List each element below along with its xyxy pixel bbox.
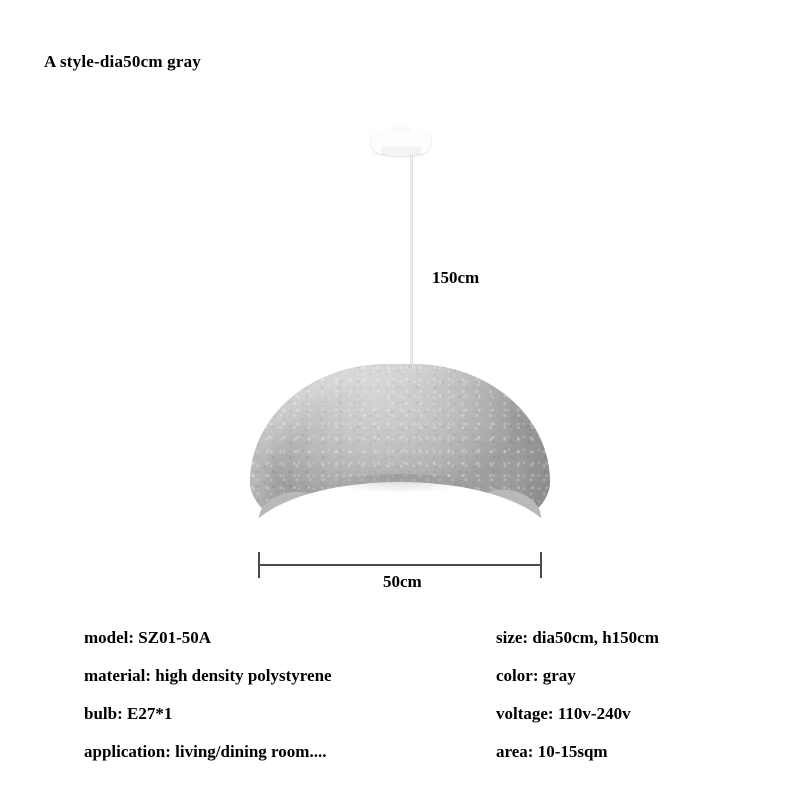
spec-row — [84, 742, 744, 780]
page-title: A style-dia50cm gray — [44, 52, 201, 71]
spec-bulb: bulb: E27*1 — [84, 704, 173, 723]
suspension-cord — [410, 154, 413, 382]
width-dimension-line — [258, 564, 542, 566]
spec-material: material: high density polystyrene — [84, 666, 332, 685]
spec-row — [84, 628, 744, 666]
height-dimension-label: 150cm — [432, 268, 480, 287]
spec-size: size: dia50cm, h150cm — [496, 628, 659, 647]
spec-row — [84, 704, 744, 742]
spec-voltage: voltage: 110v-240v — [496, 704, 631, 723]
ceiling-canopy — [371, 132, 431, 154]
spec-color: color: gray — [496, 666, 576, 685]
spec-row — [84, 666, 744, 704]
specification-list — [84, 628, 744, 780]
lamp-shade-group — [250, 364, 550, 564]
spec-application: application: living/dining room.... — [84, 742, 327, 761]
spec-model: model: SZ01-50A — [84, 628, 212, 647]
width-dimension-label: 50cm — [383, 572, 422, 591]
spec-area: area: 10-15sqm — [496, 742, 608, 761]
